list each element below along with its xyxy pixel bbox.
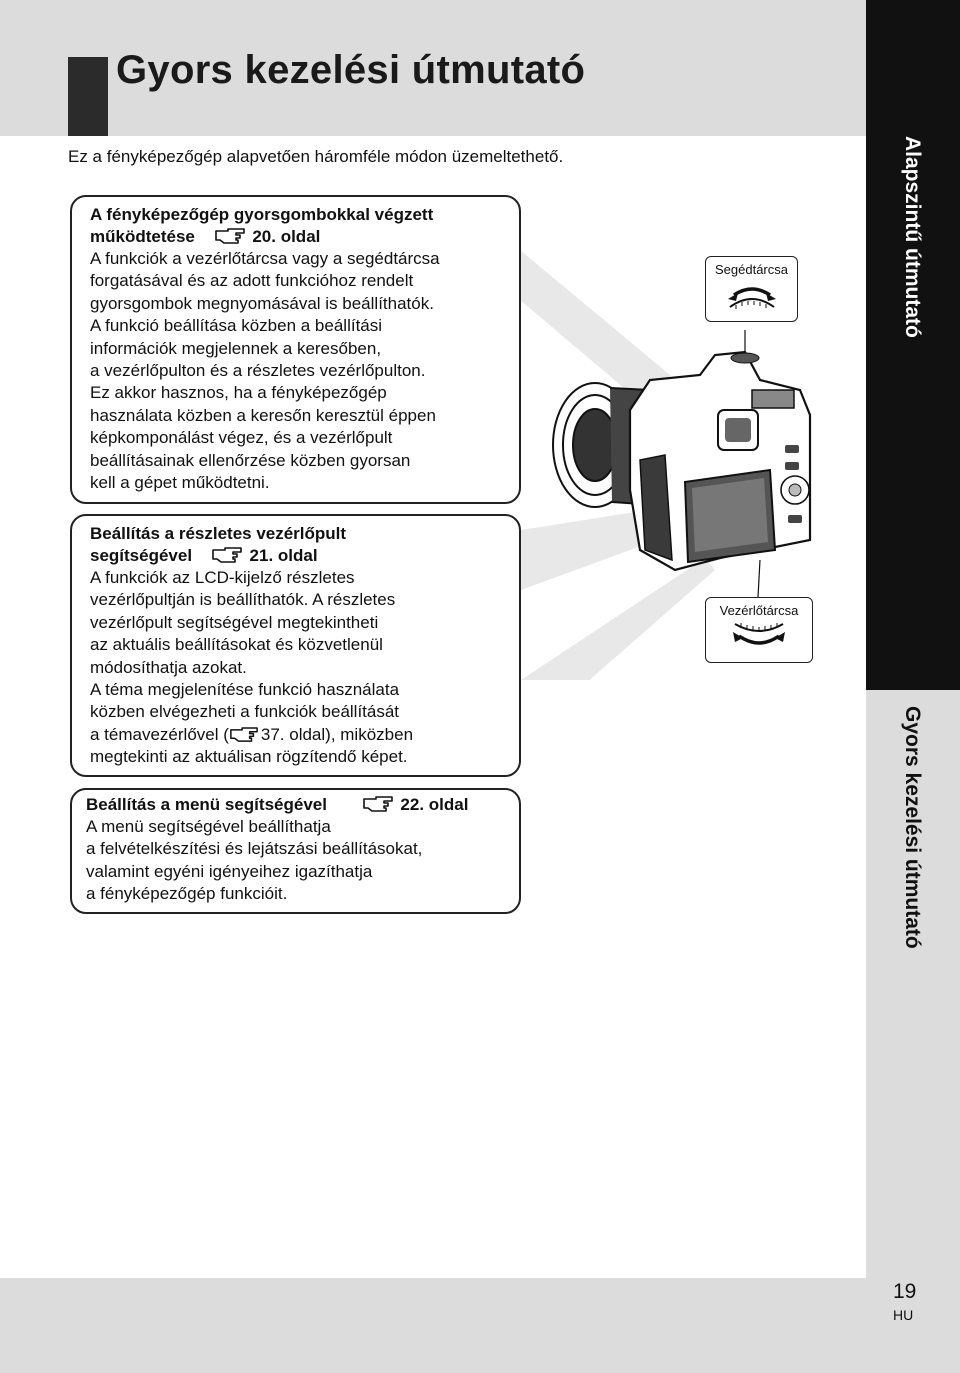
body-text: 37. oldal), miközben [260,724,414,744]
body-line: közben elvégezheti a funkciók beállítását [90,702,400,722]
footer-band [0,1278,866,1373]
body-line: Ez akkor hasznos, ha a fényképezőgép [90,383,387,403]
section-body [90,567,519,769]
section-title-row [86,794,519,816]
section-body [86,816,519,906]
body-line: vezérlőpult segítségével megtekintheti [90,612,379,632]
body-line: módosíthatja azokat. [90,657,247,677]
body-line: valamint egyéni igényeihez igazíthatja [86,861,373,881]
body-line: beállításainak ellenőrzése közben gyorsan [90,450,411,470]
body-line: képkomponálást végez, és a vezérlőpult [90,428,393,448]
body-line: kell a gépet működtetni. [90,473,270,493]
section-title-text: működtetése [90,227,195,246]
main-dial-label: Vezérlőtárcsa [719,603,799,618]
body-line-with-reference [90,724,519,746]
section-title-text: segítségével [90,546,193,565]
pointing-hand-icon [211,546,243,564]
sub-dial-callout [705,256,798,322]
sub-dial-icon [722,277,782,313]
page-title: Gyors kezelési útmutató [116,48,586,92]
main-dial-callout [705,597,813,663]
body-line: megtekinti az aktuálisan rögzítendő képet. [90,747,408,767]
leader-main-dial [758,560,760,597]
body-line: A menü segítségével beállíthatja [86,817,331,836]
body-line: vezérlőpultján is beállíthatók. A részletes [90,590,396,610]
section-menu [70,788,521,914]
top-lcd [752,390,794,408]
body-line: A funkciók az LCD-kijelző részletes [90,568,355,587]
body-line: a felvételkészítési és lejátszási beállításokat, [86,839,423,859]
body-line: gyorsgombok megnyomásával is beállíthatók. [90,293,434,313]
sidebar-label-basic-guide: Alapszintű útmutató [901,136,924,338]
page-number: 19 [893,1280,917,1303]
section-title-continued [90,545,519,567]
section-quick-buttons [70,195,521,504]
section-title-continued [90,226,519,248]
section-title-text: Beállítás a menü segítségével [86,795,327,814]
body-line: a vezérlőpulton és a részletes vezérlőpulton. [90,361,426,381]
sub-dial-label: Segédtárcsa [715,262,788,277]
body-line: forgatásával és az adott funkcióhoz rendelt [90,271,414,291]
body-line: A funkció beállítása közben a beállítási [90,316,383,336]
pointing-hand-icon [229,726,259,743]
body-line: a fényképezőgép funkcióit. [86,884,288,904]
sidebar-label-quick-guide: Gyors kezelési útmutató [901,706,924,949]
section-super-control-panel [70,514,521,777]
main-dial-icon [727,618,791,654]
body-line: információk megjelennek a keresőben, [90,338,382,358]
body-line: A funkciók a vezérlőtárcsa vagy a segédtárcsa [90,249,440,268]
body-line: használata közben a keresőn keresztül éppen [90,405,436,425]
body-text: a témavezérlővel ( [90,724,229,744]
language-code: HU [893,1307,914,1323]
page-reference: 20. oldal [252,227,321,246]
intro-text: Ez a fényképezőgép alapvetően háromféle módon üzemeltethető. [68,147,564,166]
page-reference: 21. oldal [249,546,318,565]
section-title: A fényképezőgép gyorsgombokkal végzett [90,205,434,224]
pointing-hand-icon [214,227,246,245]
body-line: A téma megjelenítése funkció használata [90,680,400,700]
section-title: Beállítás a részletes vezérlőpult [90,524,347,543]
sub-dial [731,353,759,363]
pointing-hand-icon [362,795,394,813]
sidebar-tab-active [866,0,960,690]
section-body [90,248,519,494]
page-reference: 22. oldal [400,795,469,814]
body-line: az aktuális beállításokat és közvetlenül [90,635,383,655]
header-accent-block [68,57,108,136]
